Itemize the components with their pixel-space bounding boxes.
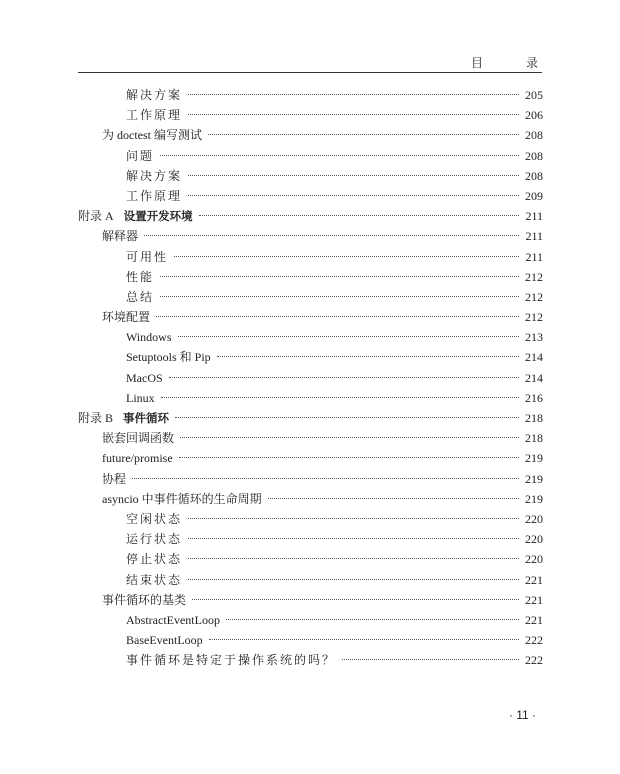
toc-entry-page: 211 bbox=[525, 209, 543, 224]
toc-entry bbox=[78, 368, 543, 388]
toc-entry bbox=[78, 448, 543, 468]
toc-leader-dots bbox=[192, 598, 519, 600]
toc-entry bbox=[78, 186, 543, 206]
toc-entry-title: 设置开发环境 bbox=[123, 209, 193, 224]
page-number: · 11 · bbox=[508, 708, 536, 722]
toc-entry-page: 208 bbox=[525, 148, 543, 163]
toc-entry-title: Setuptools 和 Pip bbox=[126, 350, 211, 365]
toc-entry bbox=[78, 226, 543, 246]
toc-leader-dots bbox=[175, 416, 519, 418]
toc-entry-page: 214 bbox=[525, 350, 543, 365]
toc-leader-dots bbox=[217, 355, 519, 357]
toc-entry-title: 协程 bbox=[102, 471, 127, 486]
toc-leader-dots bbox=[188, 537, 519, 539]
toc-entry-page: 216 bbox=[525, 390, 543, 405]
toc-entry bbox=[78, 610, 543, 630]
toc-entry-page: 221 bbox=[525, 612, 543, 627]
toc-leader-dots bbox=[188, 194, 519, 196]
toc-entry bbox=[78, 630, 543, 650]
toc-entry-title: Windows bbox=[126, 330, 172, 345]
toc-entry-title: 运行状态 bbox=[126, 532, 183, 547]
toc-entry-page: 206 bbox=[525, 108, 543, 123]
toc-entry-page: 214 bbox=[525, 370, 543, 385]
toc-entry-page: 220 bbox=[525, 511, 543, 526]
toc-entry-title: 工作原理 bbox=[126, 188, 183, 203]
toc-entry-page: 208 bbox=[525, 168, 543, 183]
toc-entry-page: 212 bbox=[525, 289, 543, 304]
toc-leader-dots bbox=[199, 214, 519, 216]
toc-entry bbox=[78, 85, 543, 105]
toc-leader-dots bbox=[188, 93, 519, 95]
toc-entry-title: 解决方案 bbox=[126, 168, 183, 183]
header-title: 目 录 bbox=[470, 56, 558, 70]
toc-leader-dots bbox=[188, 113, 519, 115]
toc-entry-title: 总结 bbox=[126, 289, 155, 304]
toc-leader-dots bbox=[156, 315, 519, 317]
toc-leader-dots bbox=[188, 517, 519, 519]
toc-entry-title: MacOS bbox=[126, 370, 163, 385]
toc-entry-page: 222 bbox=[525, 653, 543, 668]
toc-entry bbox=[78, 327, 543, 347]
toc-entry bbox=[78, 166, 543, 186]
toc-entry bbox=[78, 388, 543, 408]
toc-entry-title: 事件循环是特定于操作系统的吗？ bbox=[126, 653, 337, 668]
toc-entry-page: 219 bbox=[525, 491, 543, 506]
page-header bbox=[78, 52, 558, 73]
toc-entry bbox=[78, 267, 543, 287]
toc-entry-page: 218 bbox=[525, 431, 543, 446]
toc-entry bbox=[78, 247, 543, 267]
toc-leader-dots bbox=[174, 255, 519, 257]
toc-entry-title: 工作原理 bbox=[126, 108, 183, 123]
toc-entry-title: BaseEventLoop bbox=[126, 633, 203, 648]
toc-leader-dots bbox=[209, 638, 519, 640]
toc-entry-page: 219 bbox=[525, 451, 543, 466]
toc-entry-title: 空闲状态 bbox=[126, 511, 183, 526]
toc-entry bbox=[78, 347, 543, 367]
toc-entry-title: 问题 bbox=[126, 148, 155, 163]
toc-leader-dots bbox=[188, 578, 519, 580]
toc-leader-dots bbox=[188, 557, 519, 559]
toc-leader-dots bbox=[160, 295, 519, 297]
toc-entry-appendix-label: 附录 A bbox=[78, 209, 114, 224]
toc-entry-title: 可用性 bbox=[126, 249, 169, 264]
toc-entry-page: 212 bbox=[525, 269, 543, 284]
toc-entry bbox=[78, 489, 543, 509]
toc-leader-dots bbox=[169, 376, 519, 378]
toc-leader-dots bbox=[180, 436, 519, 438]
toc-entry bbox=[78, 428, 543, 448]
toc-entry-title: 结束状态 bbox=[126, 572, 183, 587]
toc-entry-title: AbstractEventLoop bbox=[126, 612, 220, 627]
toc-entry-page: 219 bbox=[525, 471, 543, 486]
toc-entry bbox=[78, 469, 543, 489]
toc-leader-dots bbox=[144, 234, 519, 236]
toc-leader-dots bbox=[160, 154, 519, 156]
toc-entry bbox=[78, 105, 543, 125]
toc-entry-title: 解决方案 bbox=[126, 88, 183, 102]
toc-entry-page: 221 bbox=[525, 572, 543, 587]
toc-leader-dots bbox=[342, 658, 519, 660]
toc-entry bbox=[78, 509, 543, 529]
toc-entry-page: 221 bbox=[525, 592, 543, 607]
toc-entry-page: 222 bbox=[525, 633, 543, 648]
toc-entry-page: 213 bbox=[525, 330, 543, 345]
toc-entry-title: 性能 bbox=[126, 269, 155, 284]
toc-entry-page: 209 bbox=[525, 188, 543, 203]
toc-entry-title: 停止状态 bbox=[126, 552, 183, 567]
toc-entry bbox=[78, 125, 543, 145]
toc-entry-title: 嵌套回调函数 bbox=[102, 431, 175, 446]
toc-entry-page: 220 bbox=[525, 552, 543, 567]
toc-entry-page: 205 bbox=[525, 88, 543, 102]
toc-entry-title: 事件循环 bbox=[123, 411, 170, 425]
toc-entry-title: 解释器 bbox=[102, 229, 139, 244]
toc-entry bbox=[78, 206, 543, 226]
toc-entry bbox=[78, 529, 543, 549]
toc-entry-appendix-label: 附录 B bbox=[78, 411, 114, 425]
toc-entry bbox=[78, 307, 543, 327]
toc-entry-page: 208 bbox=[525, 128, 543, 143]
toc-leader-dots bbox=[226, 618, 519, 620]
toc-leader-dots bbox=[178, 335, 519, 337]
toc-entry bbox=[78, 287, 543, 307]
toc-leader-dots bbox=[161, 396, 519, 398]
toc-entry-page: 212 bbox=[525, 310, 543, 325]
table-of-contents bbox=[78, 85, 543, 670]
toc-entry-page: 211 bbox=[525, 229, 543, 244]
toc-entry bbox=[78, 650, 543, 670]
toc-entry-title: asyncio 中事件循环的生命周期 bbox=[102, 491, 262, 506]
toc-leader-dots bbox=[132, 477, 519, 479]
toc-entry-page: 220 bbox=[525, 532, 543, 547]
toc-entry-title: Linux bbox=[126, 390, 155, 405]
toc-leader-dots bbox=[268, 497, 519, 499]
toc-entry bbox=[78, 549, 543, 569]
toc-entry-title: future/promise bbox=[102, 451, 173, 466]
toc-leader-dots bbox=[208, 133, 519, 135]
toc-entry-title: 事件循环的基类 bbox=[102, 592, 187, 607]
toc-entry bbox=[78, 408, 543, 428]
toc-entry-title: 为 doctest 编写测试 bbox=[102, 128, 202, 143]
toc-leader-dots bbox=[160, 275, 519, 277]
toc-leader-dots bbox=[179, 456, 519, 458]
toc-entry bbox=[78, 590, 543, 610]
toc-entry-page: 218 bbox=[525, 411, 543, 425]
toc-entry-page: 211 bbox=[525, 249, 543, 264]
toc-entry bbox=[78, 146, 543, 166]
toc-entry bbox=[78, 570, 543, 590]
toc-leader-dots bbox=[188, 174, 519, 176]
toc-entry-title: 环境配置 bbox=[102, 310, 151, 325]
